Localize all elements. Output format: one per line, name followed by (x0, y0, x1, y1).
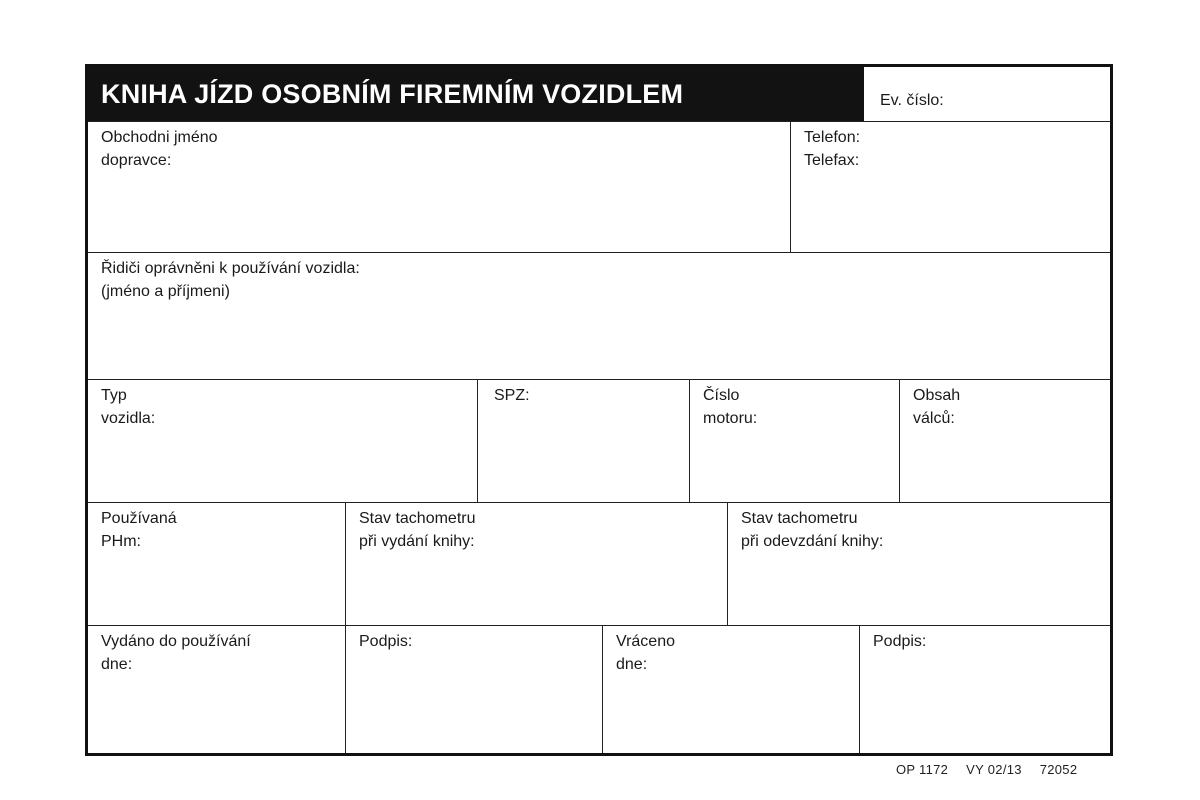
ev-number-field[interactable] (864, 67, 1110, 121)
fax-label: Telefax: (804, 152, 860, 169)
phone-label: Telefon: (804, 129, 861, 146)
drivers-row (88, 252, 1110, 379)
footer-code-vy: VY 02/13 (966, 762, 1022, 777)
form-title-block (88, 67, 864, 121)
odometer-issue-label-line1: Stav tachometru (359, 510, 476, 527)
return-signature-label: Podpis: (873, 633, 927, 650)
contact-field[interactable] (790, 122, 1110, 252)
company-name-label-line1: Obchodni jméno (101, 129, 218, 146)
odometer-return-label-line2: při odevzdání knihy: (741, 533, 884, 550)
fuel-odometer-row (88, 502, 1110, 625)
returned-date-field[interactable] (602, 626, 859, 753)
engine-number-field[interactable] (689, 380, 899, 502)
issued-date-field[interactable] (88, 626, 345, 753)
vehicle-type-label-line2: vozidla: (101, 410, 156, 427)
odometer-issue-label-line2: při vydání knihy: (359, 533, 475, 550)
engine-number-label-line1: Číslo (703, 387, 740, 404)
fuel-type-field[interactable] (88, 503, 345, 625)
issued-label-line2: dne: (101, 656, 133, 673)
drivers-label-line2: (jméno a příjmeni) (101, 283, 230, 300)
form-header-row (88, 67, 1110, 121)
odometer-issue-field[interactable] (345, 503, 727, 625)
fuel-type-label-line1: Používaná (101, 510, 177, 527)
issued-label-line1: Vydáno do používání (101, 633, 251, 650)
spz-field[interactable] (477, 380, 689, 502)
cylinder-volume-label-line2: válců: (913, 410, 955, 427)
company-name-label-line2: dopravce: (101, 152, 172, 169)
spz-label: SPZ: (494, 387, 530, 404)
issue-signature-label: Podpis: (359, 633, 413, 650)
odometer-return-field[interactable] (727, 503, 1110, 625)
fuel-type-label-line2: PHm: (101, 533, 141, 550)
footer-code-number: 72052 (1039, 762, 1078, 777)
cylinder-volume-label-line1: Obsah (913, 387, 961, 404)
odometer-return-label-line1: Stav tachometru (741, 510, 858, 527)
footer-code-op: OP 1172 (896, 762, 949, 777)
company-name-field[interactable] (88, 122, 790, 252)
ev-number-label: Ev. číslo: (880, 92, 944, 109)
drivers-label-line1: Řidiči oprávněni k používání vozidla: (101, 260, 360, 277)
vehicle-row (88, 379, 1110, 502)
form-title: KNIHA JÍZD OSOBNÍM FIREMNÍM VOZIDLEM (101, 78, 684, 109)
cylinder-volume-field[interactable] (899, 380, 1110, 502)
form-footer-codes (896, 762, 1077, 777)
returned-label-line1: Vráceno (616, 633, 675, 650)
issue-signature-field[interactable] (345, 626, 602, 753)
engine-number-label-line2: motoru: (703, 410, 758, 427)
returned-label-line2: dne: (616, 656, 648, 673)
authorized-drivers-field[interactable] (88, 253, 1110, 379)
vehicle-type-label-line1: Typ (101, 387, 127, 404)
return-signature-field[interactable] (859, 626, 1110, 753)
company-row (88, 121, 1110, 252)
issue-return-row (88, 625, 1110, 753)
vehicle-type-field[interactable] (88, 380, 477, 502)
logbook-form (85, 64, 1113, 756)
